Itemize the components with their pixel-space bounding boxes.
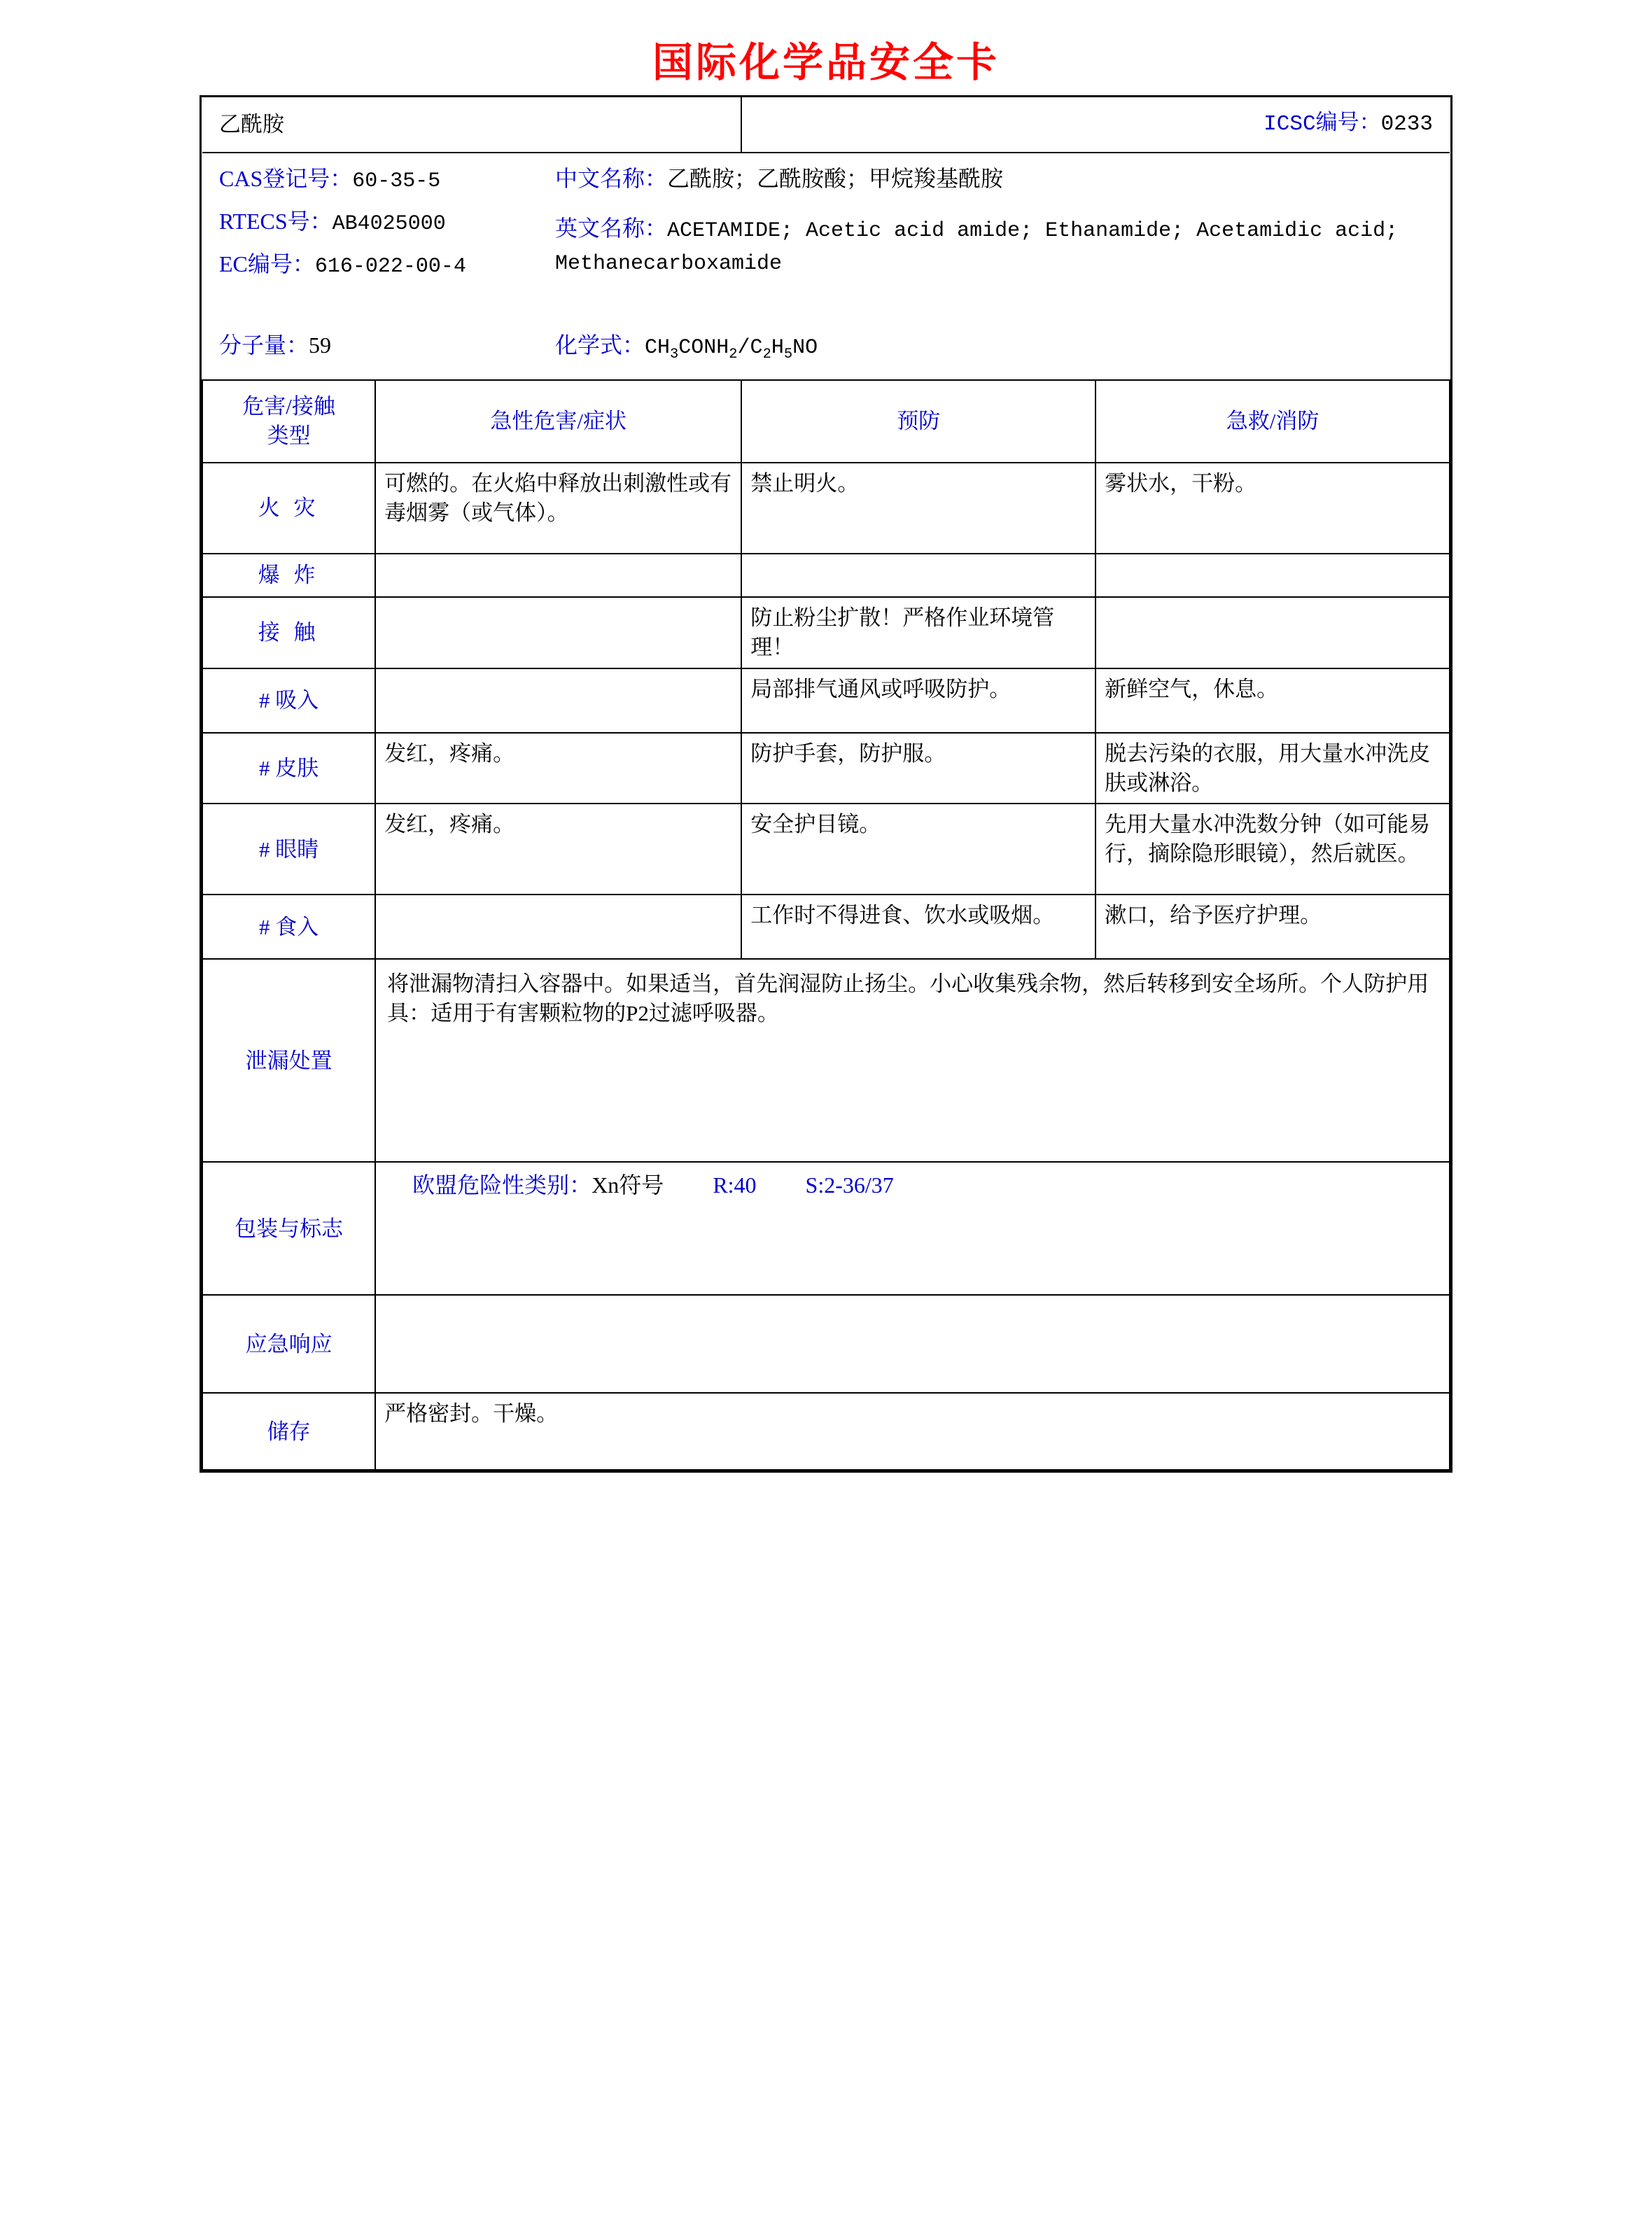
rtecs-field [219,206,555,239]
packaging-row [202,1162,1450,1295]
mw-value: 59 [309,332,332,358]
row-label-packaging: 包装与标志 [202,1162,375,1295]
inhalation-firstaid: 新鲜空气，休息。 [1096,668,1450,733]
cas-field [219,163,555,196]
cn-name-field [555,163,1433,195]
header-hazard-type: 危害/接触 类型 [202,380,375,463]
emergency-row [202,1295,1450,1393]
eyes-symptoms: 发红，疼痛。 [375,804,741,895]
table-row [202,597,1450,668]
exposure-prevention: 防止粉尘扩散！严格作业环境管理！ [741,597,1096,668]
fire-prevention: 禁止明火。 [741,463,1096,554]
eyes-firstaid: 先用大量水冲洗数分钟（如可能易行，摘除隐形眼镜），然后就医。 [1096,804,1450,895]
cn-name-value: 乙酰胺；乙酰胺酸；甲烷羧基酰胺 [667,165,1004,191]
cn-name-label: 中文名称： [555,165,668,191]
r-phrases: R:40 [713,1172,757,1198]
ec-label: EC编号： [219,251,315,276]
explosion-prevention [741,554,1096,597]
storage-text: 严格密封。干燥。 [375,1393,1450,1470]
molecular-weight-field [219,330,555,365]
spill-row [202,959,1450,1162]
ingestion-symptoms [375,895,741,959]
ec-value: 616-022-00-4 [314,254,466,279]
formula-field [555,330,1433,365]
eyes-prevention: 安全护目镜。 [741,804,1096,895]
icsc-value: 0233 [1380,112,1433,136]
s-phrases: S:2-36/37 [805,1172,894,1198]
ingestion-prevention: 工作时不得进食、饮水或吸烟。 [741,895,1096,959]
identification-row [202,153,1450,381]
row-label-skin: # 皮肤 [202,733,375,804]
card-header-row [202,97,1450,153]
rtecs-value: AB4025000 [332,211,446,236]
header-prevention: 预防 [741,380,1096,463]
eu-hazard-label: 欧盟危险性类别： [412,1172,592,1198]
substance-name: 乙酰胺 [202,97,741,153]
row-label-explosion: 爆 炸 [202,554,375,597]
row-label-eyes: # 眼睛 [202,804,375,895]
row-label-emergency: 应急响应 [202,1295,375,1393]
icsc-card [200,95,1452,1473]
formula-label: 化学式： [555,332,645,358]
table-row [202,895,1450,959]
en-name-label: 英文名称： [555,215,668,241]
header-symptoms: 急性危害/症状 [375,380,741,463]
icsc-number-cell [741,97,1450,153]
inhalation-prevention: 局部排气通风或呼吸防护。 [741,668,1096,733]
en-name-field [555,213,1433,279]
row-label-inhalation: # 吸入 [202,668,375,733]
skin-symptoms: 发红，疼痛。 [375,733,741,804]
table-header-row [202,380,1450,463]
cas-value: 60-35-5 [352,169,441,193]
ec-field [219,248,555,281]
eu-hazard-value: Xn符号 [592,1172,664,1198]
en-name-value: ACETAMIDE; Acetic acid amide; Ethanamide; Acetamidic acid; Methanecarboxamide [555,218,1399,276]
identification-right [555,163,1433,291]
row-label-storage: 储存 [202,1393,375,1470]
row-label-exposure: 接 触 [202,597,375,668]
icsc-table [202,97,1450,1471]
inhalation-symptoms [375,668,741,733]
row-label-spill: 泄漏处置 [202,959,375,1162]
exposure-symptoms [375,597,741,668]
skin-prevention: 防护手套，防护服。 [741,733,1096,804]
identification-left [219,163,555,291]
table-row [202,733,1450,804]
table-row [202,804,1450,895]
packaging-content [375,1162,1450,1295]
explosion-firstaid [1096,554,1450,597]
page-title: 国际化学品安全卡 [652,40,1000,85]
table-row [202,463,1450,554]
icsc-label: ICSC编号： [1264,112,1381,136]
skin-firstaid: 脱去污染的衣服，用大量水冲洗皮肤或淋浴。 [1096,733,1450,804]
explosion-symptoms [375,554,741,597]
cas-label: CAS登记号： [219,165,353,191]
spill-text: 将泄漏物清扫入容器中。如果适当，首先润湿防止扬尘。小心收集残余物，然后转移到安全场所。个人防护用具：适用于有害颗粒物的P2过滤呼吸器。 [375,959,1450,1162]
identification-block [202,153,1450,381]
header-firstaid: 急救/消防 [1096,380,1450,463]
row-label-fire: 火 灾 [202,463,375,554]
fire-firstaid: 雾状水，干粉。 [1096,463,1450,554]
formula-value: $CH_3CONH_2/C_2H_5NO$ [645,335,818,363]
mw-label: 分子量： [219,332,309,358]
table-row [202,668,1450,733]
table-row [202,554,1450,597]
rtecs-label: RTECS号： [219,208,332,234]
exposure-firstaid [1096,597,1450,668]
ingestion-firstaid: 漱口，给予医疗护理。 [1096,895,1450,959]
fire-symptoms: 可燃的。在火焰中释放出刺激性或有毒烟雾（或气体）。 [375,463,741,554]
emergency-text [375,1295,1450,1393]
row-label-ingestion: # 食入 [202,895,375,959]
storage-row [202,1393,1450,1470]
